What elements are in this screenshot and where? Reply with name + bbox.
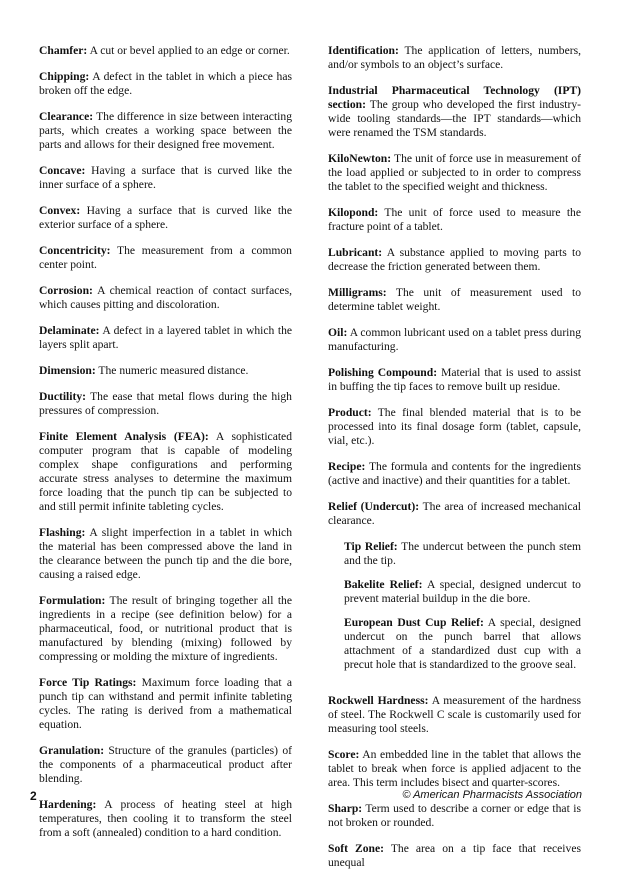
glossary-entry [39,324,292,352]
glossary-definition: The area of increased mechanical clearance. [328,500,581,527]
glossary-term: Dimension: [39,364,96,377]
glossary-definition: Maximum force loading that a punch tip can withstand and permit infinite tableting cycles. The rating is derived from a mathematical equation. [39,676,292,731]
glossary-entry [344,616,581,672]
glossary-term: Hardening: [39,798,97,811]
glossary-term: Milligrams: [328,286,387,299]
glossary-definition: The application of letters, numbers, and/or symbols to an object’s surface. [328,44,581,71]
glossary-term: Ductility: [39,390,87,403]
glossary-term: Finite Element Analysis (FEA): [39,430,209,443]
glossary-entry [328,286,581,314]
glossary-definition: An embedded line in the tablet that allows the tablet to break when force is applied adjacent to the area. This term includes bisect and quarter-scores. [328,748,581,789]
glossary-definition: Having a surface that is curved like the exterior surface of a sphere. [39,204,292,231]
glossary-entry [39,430,292,514]
copyright-credit: © American Pharmacists Association [402,789,582,801]
glossary-term: Lubricant: [328,246,383,259]
glossary-definition: The measurement from a common center point. [39,244,292,271]
glossary-entry [344,578,581,606]
glossary-definition: The difference in size between interacting parts, which creates a working space between the parts and allows for their designed free movement. [39,110,292,151]
glossary-term: Concentricity: [39,244,111,257]
glossary-definition: The unit of force used to measure the fracture point of a tablet. [328,206,581,233]
glossary-definition: Structure of the granules (particles) of the components of a pharmaceutical product after blending. [39,744,292,785]
glossary-entry [39,526,292,582]
glossary-definition: The formula and contents for the ingredients (active and inactive) and their quantities for a tablet. [328,460,581,487]
glossary-definition: The ease that metal flows during the high pressures of compression. [39,390,292,417]
glossary-definition: A special, designed undercut on the punch barrel that allows attachment of a standardized dust cup with a precut hole that is standardized to the groove seal. [344,616,581,671]
glossary-entry [39,594,292,664]
glossary-entry [328,460,581,488]
glossary-term: KiloNewton: [328,152,392,165]
glossary-term: Oil: [328,326,348,339]
glossary-definition: The group who developed the first industry-wide tooling standards—the IPT standards—which were renamed the TSM standards. [328,98,581,139]
glossary-definition: The area on a tip face that receives unequal [328,842,581,869]
glossary-term: Industrial Pharmaceutical Technology (IPT) section: [328,84,581,111]
glossary-entry [39,364,292,378]
glossary-definition: The unit of force use in measurement of the load applied or subjected to in order to compress the tablet to the specified weight and thickness. [328,152,581,193]
glossary-entry [39,110,292,152]
glossary-entry [344,540,581,568]
glossary-entry [328,84,581,140]
glossary-entry [328,694,581,736]
glossary-term: Concave: [39,164,86,177]
glossary-term: Tip Relief: [344,540,398,553]
glossary-term: Delaminate: [39,324,100,337]
glossary-term: Recipe: [328,460,366,473]
glossary-term: Polishing Compound: [328,366,438,379]
glossary-entry [328,326,581,354]
glossary-term: Clearance: [39,110,94,123]
glossary-term: Soft Zone: [328,842,384,855]
glossary-definition: A measurement of the hardness of steel. The Rockwell C scale is customarily used for measuring tool steels. [328,694,582,735]
left-column [39,44,292,852]
glossary-entry [328,44,581,72]
glossary-entry [328,406,581,448]
glossary-definition: A special, designed undercut to prevent material buildup in the die bore. [344,578,581,605]
glossary-entry [328,500,581,528]
glossary-term: Product: [328,406,372,419]
glossary-term: Relief (Undercut): [328,500,420,513]
glossary-definition: The result of bringing together all the ingredients in a recipe (see definition below) for a pharmaceutical, food, or nutritional product that is manufactured by blending (mixing) followed by compressing or molding the mixture of ingredients. [39,594,292,663]
glossary-entry [328,366,581,394]
glossary-definition: The unit of measurement used to determine tablet weight. [328,286,581,313]
glossary-term: European Dust Cup Relief: [344,616,484,629]
glossary-entry [328,152,581,194]
glossary-term: Chipping: [39,70,90,83]
glossary-entry [39,244,292,272]
glossary-term: Identification: [328,44,399,57]
glossary-entry [39,390,292,418]
glossary-term: Corrosion: [39,284,93,297]
glossary-definition: Material that is used to assist in buffing the tip faces to remove built up residue. [328,366,582,393]
glossary-definition: Having a surface that is curved like the inner surface of a sphere. [39,164,292,191]
page-number: 2 [30,789,37,803]
glossary-definition: A sophisticated computer program that is capable of modeling complex shape configurations and performing accurate stress analyses to determine the maximum force loading that the punch tip can be subjected to and still permit infinite tableting cycles. [39,430,293,513]
glossary-definition: A defect in a layered tablet in which the layers split apart. [39,324,293,351]
glossary-definition: A process of heating steel at high temperatures, then cooling it to transform the steel from a soft (annealed) condition to a hard condition. [39,798,292,839]
glossary-term: Sharp: [328,802,363,815]
glossary-definition: A substance applied to moving parts to decrease the friction generated between them. [328,246,581,273]
glossary-term: Score: [328,748,360,761]
glossary-term: Force Tip Ratings: [39,676,137,689]
glossary-term: Rockwell Hardness: [328,694,429,707]
glossary-term: Bakelite Relief: [344,578,423,591]
glossary-entry [39,204,292,232]
glossary-term: Formulation: [39,594,106,607]
glossary-term: Convex: [39,204,81,217]
glossary-definition: A chemical reaction of contact surfaces, which causes pitting and discoloration. [39,284,292,311]
glossary-definition: The undercut between the punch stem and the tip. [344,540,581,567]
glossary-definition: A defect in the tablet in which a piece has broken off the edge. [39,70,292,97]
glossary-definition: The final blended material that is to be processed into its final dosage form (tablet, capsule, vial, etc.). [328,406,581,447]
glossary-entry [328,748,581,790]
glossary-definition: A slight imperfection in a tablet in which the material has been compressed above the land in the clearance between the punch tip and the die bore, causing a raised edge. [39,526,292,581]
glossary-entry [39,70,292,98]
glossary-entry [39,164,292,192]
glossary-term: Flashing: [39,526,86,539]
glossary-entry [328,206,581,234]
glossary-entry [39,744,292,786]
right-column [328,44,581,882]
glossary-entry [39,44,292,58]
glossary-definition: A common lubricant used on a tablet press during manufacturing. [328,326,581,353]
glossary-definition: The numeric measured distance. [98,364,249,377]
glossary-entry [39,798,292,840]
glossary-entry [328,842,581,870]
glossary-term: Chamfer: [39,44,88,57]
glossary-term: Granulation: [39,744,105,757]
glossary-term: Kilopond: [328,206,379,219]
glossary-entry [39,676,292,732]
glossary-definition: A cut or bevel applied to an edge or corner. [89,44,290,57]
glossary-definition: Term used to describe a corner or edge that is not broken or rounded. [328,802,581,829]
glossary-entry [39,284,292,312]
glossary-entry [328,246,581,274]
